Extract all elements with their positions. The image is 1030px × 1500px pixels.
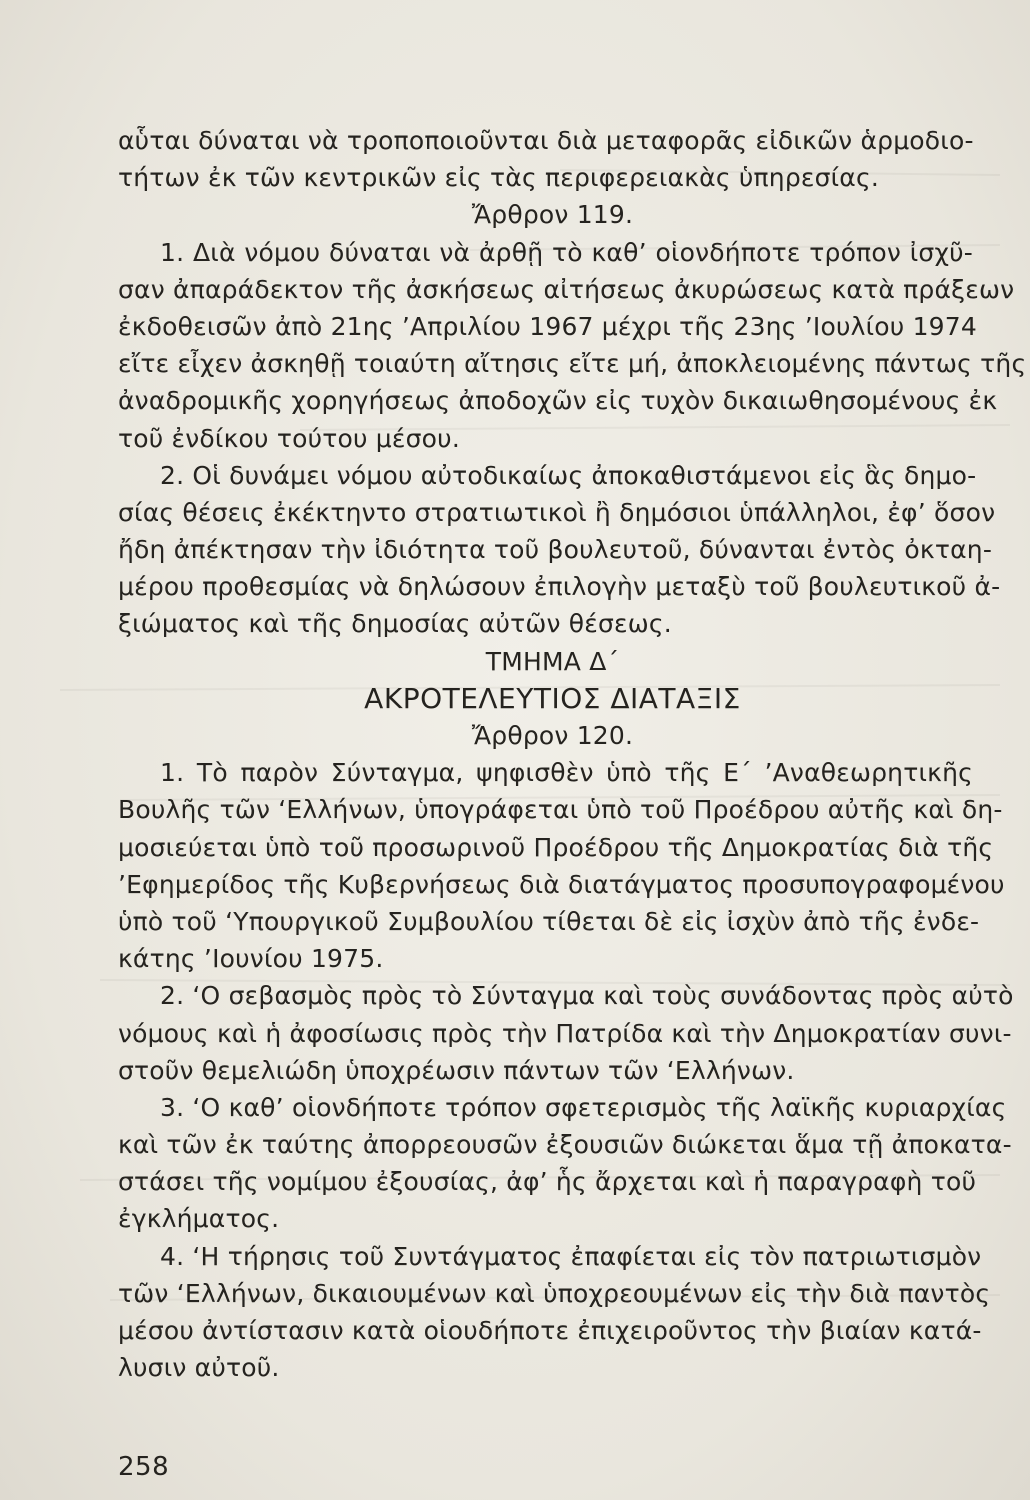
page-number: 258: [118, 1452, 170, 1482]
text-line: μοσιεύεται ὑπὸ τοῦ προσωρινοῦ Προέδρου τῆς Δημοκρατίας διὰ τῆς: [118, 832, 994, 862]
text-line: αὗται δύναται νὰ τροποποιοῦνται διὰ μεταφορᾶς εἰδικῶν ἁρμοδιο-: [118, 126, 974, 155]
article-119-title: Ἄρθρον 119.: [471, 200, 634, 230]
text-line: 4. ‘Η τήρησις τοῦ Συντάγματος ἐπαφίεται εἰς τὸν πατριωτισμὸν: [160, 1241, 982, 1271]
text-line: ὑπὸ τοῦ ‘Υπουργικοῦ Συμβουλίου τίθεται δὲ εἰς ἰσχὺν ἀπὸ τῆς ἐνδε-: [118, 906, 980, 936]
text-line: 1. Διὰ νόμου δύναται νὰ ἀρθῇ τὸ καθ’ οἱονδήποτε τρόπον ἰσχῦ-: [160, 237, 973, 267]
text-line: ἀναδρομικῆς χορηγήσεως ἀποδοχῶν εἰς τυχὸν δικαιωθησομένους ἐκ: [118, 386, 998, 416]
text-line: 3. ‘Ο καθ’ οἱονδήποτε τρόπον σφετερισμὸς τῆς λαϊκῆς κυριαρχίας: [160, 1092, 1007, 1122]
text-line: στάσει τῆς νομίμου ἐξουσίας, ἀφ’ ἧς ἄρχεται καὶ ἡ παραγραφὴ τοῦ: [118, 1167, 977, 1197]
text-line: σαν ἀπαράδεκτον τῆς ἀσκήσεως αἰτήσεως ἀκυρώσεως κατὰ πράξεων: [118, 274, 1015, 304]
text-line: νόμους καὶ ἡ ἀφοσίωσις πρὸς τὴν Πατρίδα καὶ τὴν Δημοκρατίαν συνι-: [118, 1018, 1012, 1048]
text-line: ξιώματος καὶ τῆς δημοσίας αὐτῶν θέσεως.: [118, 609, 672, 639]
text-line: στοῦν θεμελιώδη ὑποχρέωσιν πάντων τῶν ‘Ελλήνων.: [118, 1055, 795, 1085]
text-line: ἐγκλήματος.: [118, 1204, 280, 1234]
text-line: 2. Οἱ δυνάμει νόμου αὐτοδικαίως ἀποκαθιστάμενοι εἰς ἃς δημο-: [160, 460, 977, 490]
text-line: 2. ‘Ο σεβασμὸς πρὸς τὸ Σύνταγμα καὶ τοὺς συνάδοντας πρὸς αὐτὸ: [160, 981, 1014, 1011]
text-line: τήτων ἐκ τῶν κεντρικῶν εἰς τὰς περιφερειακὰς ὑπηρεσίας.: [118, 163, 879, 193]
text-line: τῶν ‘Ελλήνων, δικαιουμένων καὶ ὑποχρεουμένων εἰς τὴν διὰ παντὸς: [118, 1278, 991, 1308]
text-line: κάτης ’Ιουνίου 1975.: [118, 944, 384, 974]
text-line: σίας θέσεις ἐκέκτηντο στρατιωτικοὶ ἢ δημόσιοι ὑπάλληλοι, ἐφ’ ὅσον: [118, 497, 996, 527]
text-line: ἤδη ἀπέκτησαν τὴν ἰδιότητα τοῦ βουλευτοῦ, δύνανται ἐντὸς ὀκταη-: [118, 535, 993, 565]
text-line: καὶ τῶν ἐκ ταύτης ἀπορρεουσῶν ἐξουσιῶν διώκεται ἅμα τῇ ἀποκατα-: [118, 1130, 1012, 1160]
page-body: [118, 122, 1027, 1386]
section-title: ΤΜΗΜΑ Δ΄: [485, 646, 620, 676]
text-line: ’Εφημερίδος τῆς Κυβερνήσεως διὰ διατάγματος προσυπογραφομένου: [118, 869, 1005, 899]
text-line: μέρου προθεσμίας νὰ δηλώσουν ἐπιλογὴν μεταξὺ τοῦ βουλευτικοῦ ἀ-: [118, 572, 1001, 602]
article-120-body: [118, 754, 1014, 1386]
continuation-paragraph: [118, 122, 973, 196]
text-line: 1. Τὸ παρὸν Σύνταγμα, ψηφισθὲν ὑπὸ τῆς Ε΄ ’Αναθεωρητικῆς: [160, 758, 973, 788]
text-line: εἴτε εἶχεν ἀσκηθῇ τοιαύτη αἴτησις εἴτε μή, ἀποκλειομένης πάντως τῆς: [118, 349, 1027, 379]
text-line: λυσιν αὐτοῦ.: [118, 1353, 280, 1383]
text-line: τοῦ ἐνδίκου τούτου μέσου.: [118, 423, 460, 453]
text-line: Βουλῆς τῶν ‘Ελλήνων, ὑπογράφεται ὑπὸ τοῦ Προέδρου αὐτῆς καὶ δη-: [118, 795, 1003, 825]
article-119-body: [118, 234, 1027, 643]
section-subtitle: ΑΚΡΟΤΕΛΕΥΤΙΟΣ ΔΙΑΤΑΞΙΣ: [364, 681, 741, 715]
text-line: ἐκδοθεισῶν ἀπὸ 21ης ’Απριλίου 1967 μέχρι τῆς 23ης ’Ιουλίου 1974: [118, 311, 977, 341]
article-120-title: Ἄρθρον 120.: [471, 721, 634, 750]
text-line: μέσου ἀντίστασιν κατὰ οἱουδήποτε ἐπιχειροῦντος τὴν βιαίαν κατά-: [118, 1316, 982, 1345]
